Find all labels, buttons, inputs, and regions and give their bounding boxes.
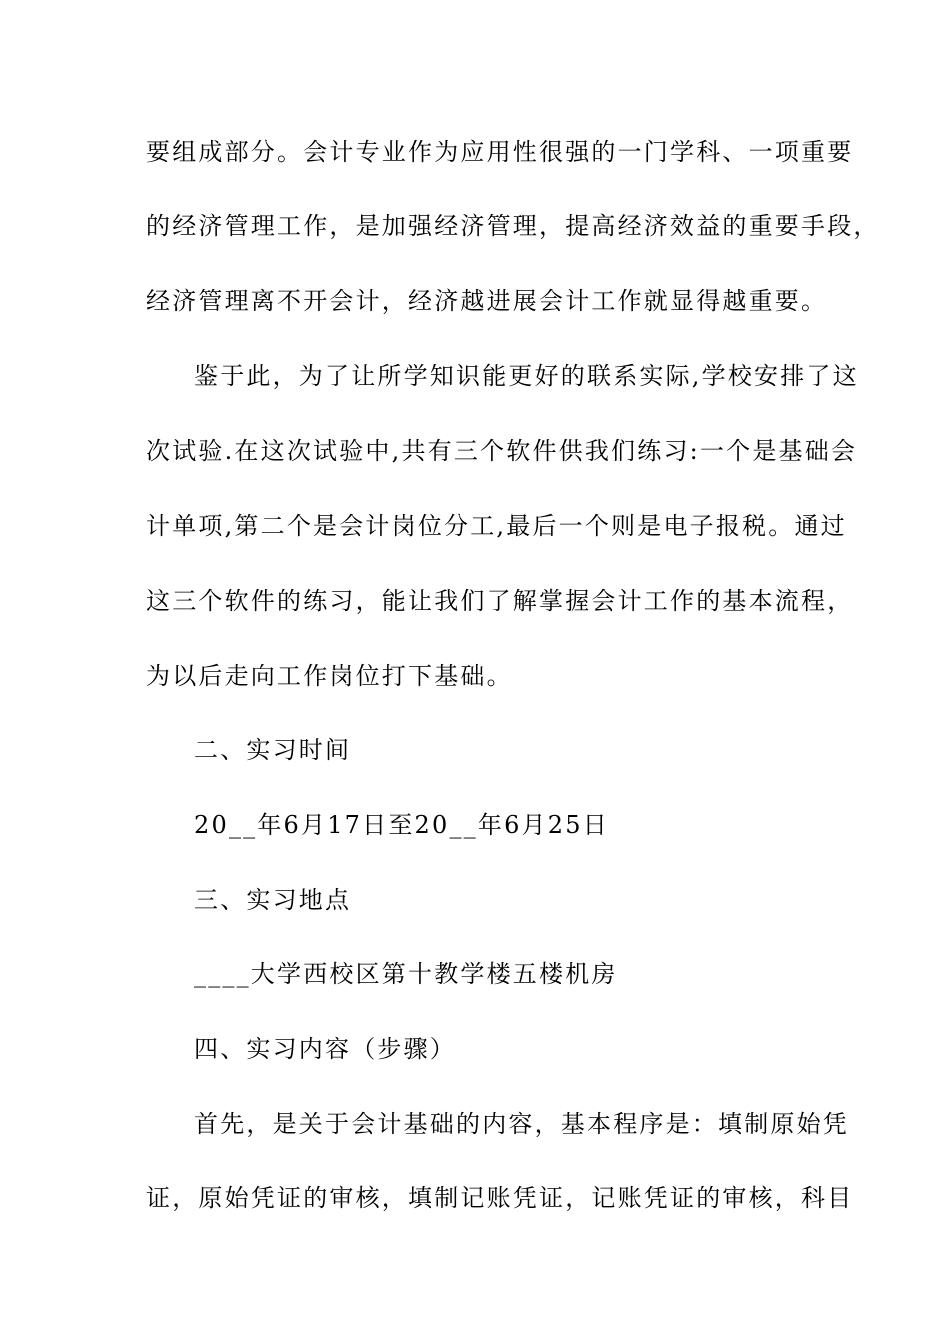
section-heading: 四、实习内容（步骤） <box>194 1035 456 1063</box>
paragraph-line: 要组成部分。会计专业作为应用性很强的一门学科、一项重要 <box>146 138 854 166</box>
paragraph-line: 的经济管理工作，是加强经济管理，提高经济效益的重要手段， <box>146 212 880 240</box>
section-heading: 三、实习地点 <box>194 886 352 914</box>
paragraph-line: 证，原始凭证的审核，填制记账凭证，记账凭证的审核，科目 <box>146 1184 854 1212</box>
paragraph-line: 次试验.在这次试验中,共有三个软件供我们练习:一个是基础会 <box>146 437 858 465</box>
paragraph-line: 首先，是关于会计基础的内容，基本程序是：填制原始凭 <box>194 1110 849 1138</box>
paragraph-line: 这三个软件的练习，能让我们了解掌握会计工作的基本流程， <box>146 587 854 615</box>
paragraph-line: 鉴于此，为了让所学知识能更好的联系实际,学校安排了这 <box>194 362 859 390</box>
paragraph-line: 经济管理离不开会计，经济越进展会计工作就显得越重要。 <box>146 287 828 315</box>
section-heading: 二、实习时间 <box>194 736 352 764</box>
paragraph-line: 为以后走向工作岗位打下基础。 <box>146 662 513 690</box>
location-text: ____大学西校区第十教学楼五楼机房 <box>194 960 618 988</box>
paragraph-line: 计单项,第二个是会计岗位分工,最后一个则是电子报税。通过 <box>146 512 847 540</box>
date-range: 20__年6月17日至20__年6月25日 <box>194 811 609 839</box>
